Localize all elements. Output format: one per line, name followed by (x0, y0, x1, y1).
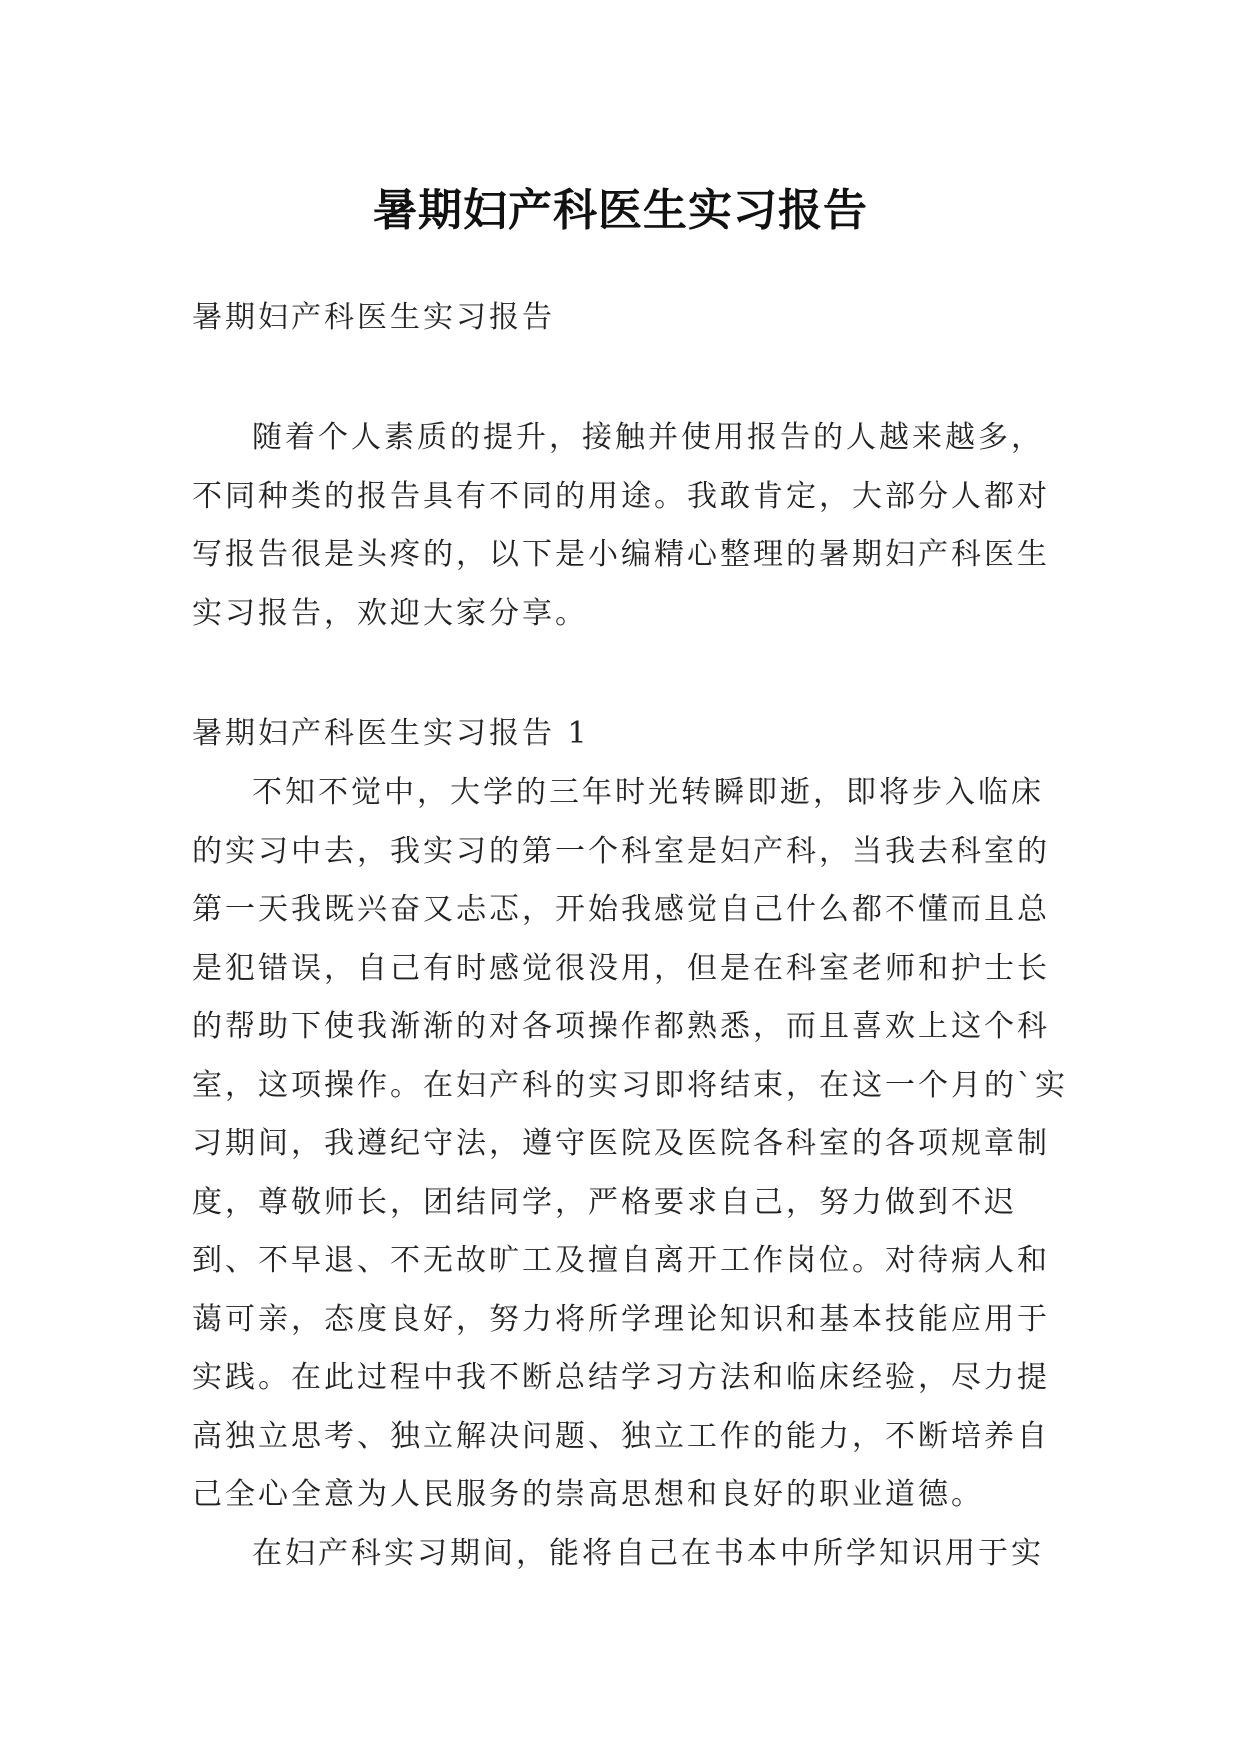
intro-paragraph: 随着个人素质的提升，接触并使用报告的人越来越多，不同种类的报告具有不同的用途。我敢肯定，大部分人都对写报告很是头疼的，以下是小编精心整理的暑期妇产科医生实习报告，欢迎大家分享。 (192, 420, 1050, 631)
body-paragraph: 在妇产科实习期间，能将自己在书本中所学知识用于实 (252, 1535, 1044, 1571)
document-subtitle: 暑期妇产科医生实习报告 (192, 300, 555, 335)
body-paragraph: 不知不觉中，大学的三年时光转瞬即逝，即将步入临床的实习中去，我实习的第一个科室是妇产科，当我去科室的第一天我既兴奋又忐忑，开始我感觉自己什么都不懂而且总是犯错误，自己有时感觉很没用，但是在科室老师和护士长的帮助下使我渐渐的对各项操作都熟悉，而且喜欢上这个科室，这项操作。在妇产科的实习即将结束，在这一个月的`实习期间，我遵纪守法，遵守医院及医院各科室的各项规章制度，尊敬师长，团结同学，严格要求自己，努力做到不迟到、不早退、不无故旷工及擅自离开工作岗位。对待病人和蔼可亲，态度良好，努力将所学理论知识和基本技能应用于实践。在此过程中我不断总结学习方法和临床经验，尽力提高独立思考、独立解决问题、独立工作的能力，不断培养自己全心全意为人民服务的崇高思想和良好的职业道德。 (192, 775, 1068, 1512)
document-body (192, 288, 1072, 1583)
document-title: 暑期妇产科医生实习报告 (373, 185, 868, 237)
section-heading: 暑期妇产科医生实习报告 1 (192, 716, 590, 751)
